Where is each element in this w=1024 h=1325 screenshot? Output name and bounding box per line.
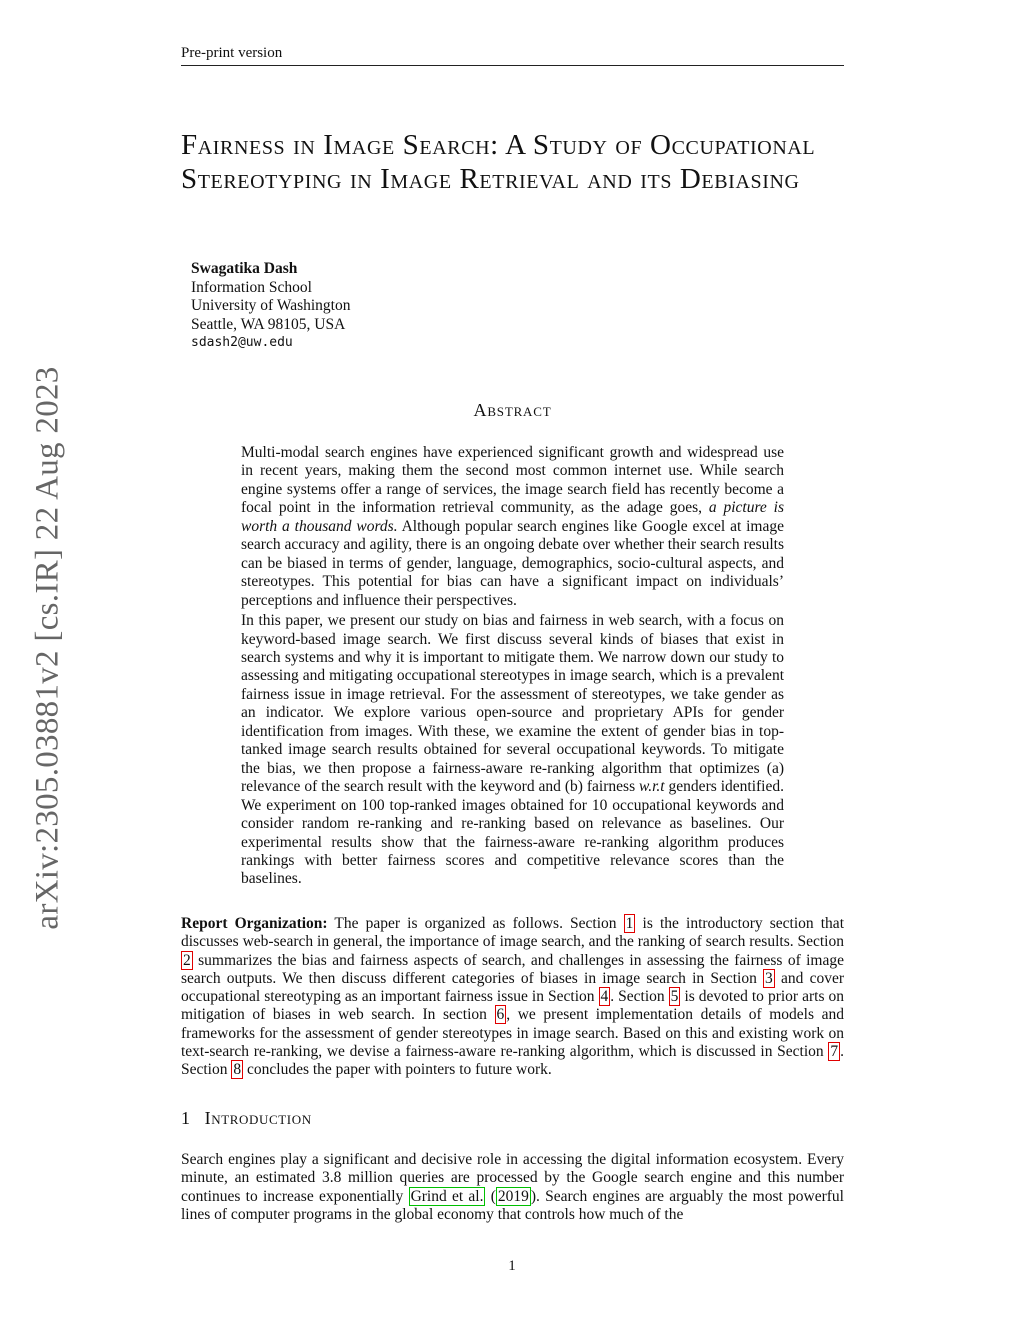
body-text: ( bbox=[485, 1187, 496, 1205]
section-ref-link[interactable]: 8 bbox=[233, 1061, 242, 1079]
abstract-paragraph-1 bbox=[241, 444, 784, 610]
author-name: Swagatika Dash bbox=[191, 260, 298, 277]
author-department: Information School bbox=[191, 278, 312, 296]
citation-link[interactable]: Grind et al. bbox=[410, 1187, 484, 1205]
abstract-body bbox=[241, 444, 784, 891]
body-text: ). Search engines are arguably the most powerful lines of computer programs in the global economy that controls how much of the bbox=[181, 1187, 844, 1223]
paper-title: Fairness in Image Search: A Study of Occupational Stereotyping in Image Retrieval and its Debiasing bbox=[181, 129, 816, 195]
page-number: 1 bbox=[508, 1258, 516, 1274]
introduction-paragraph bbox=[181, 1151, 844, 1224]
author-email[interactable]: sdash2@uw.edu bbox=[191, 335, 293, 350]
section-ref-link[interactable]: 2 bbox=[183, 951, 191, 969]
abstract-quote: a picture is worth a thousand words. bbox=[241, 499, 784, 535]
body-text: and cover occupational stereotyping as an important fairness issue in Section bbox=[181, 969, 844, 1006]
section-ref-link[interactable]: 1 bbox=[625, 915, 634, 932]
section-ref-link[interactable]: 3 bbox=[765, 969, 773, 987]
section-ref-link[interactable]: 7 bbox=[830, 1043, 839, 1061]
section-heading-introduction bbox=[181, 1108, 312, 1129]
abstract-paragraph-2 bbox=[241, 612, 784, 889]
body-text: The paper is organized as follows. Section bbox=[327, 915, 624, 932]
body-text: , we present implementation details of models and frameworks for the assessment of gender stereotypes in image search. Based on this and existing work on text-search re-ranking, we devise a fairness-aware re-ranking algorithm, which is discussed in Section bbox=[181, 1006, 844, 1061]
citation-year-link[interactable]: 2019 bbox=[497, 1187, 529, 1205]
author-address: Seattle, WA 98105, USA bbox=[191, 315, 346, 333]
section-ref-link[interactable]: 4 bbox=[600, 988, 609, 1006]
abstract-text: Although popular search engines like Google excel at image search accuracy and agility, there is an ongoing debate over whether their search results can be biased in terms of gender, language, demographics, socio-cultural aspects, and stereotypes. This potential for bias can have a significant impact on individuals’ perceptions and influence their perspectives. bbox=[241, 517, 784, 609]
body-text: is the introductory section that discusses web-search in general, the importance of image search, and the ranking of search results. Section bbox=[181, 915, 844, 951]
header-rule bbox=[181, 65, 844, 66]
section-number: 1 bbox=[181, 1108, 191, 1128]
body-text: summarizes the bias and fairness aspects of search, and challenges in assessing the fairness of image search outputs. We then discuss different categories of biases in image search in Section bbox=[181, 951, 844, 987]
abstract-text: Multi-modal search engines have experienced significant growth and widespread use in recent years, making them the second most common internet use. While search engine systems offer a range of services, the image search field has recently become a focal point in the information retrieval community, as the adage goes, bbox=[241, 444, 784, 517]
body-text: Search engines play a significant and decisive role in accessing the digital information ecosystem. Every minute, an estimated 3.8 million queries are processed by the Google search engine and this number continues to increase exponentially bbox=[181, 1151, 844, 1205]
author-institution: University of Washington bbox=[191, 297, 351, 314]
abstract-text: In this paper, we present our study on bias and fairness in web search, with a focus on keyword-based image search. We first discuss several kinds of biases that exist in search systems and why it is important to mitigate them. We narrow down our study to assessing and mitigating occupational stereotypes in image search, which is a prevalent fairness issue in image retrieval. For the assessment of stereotypes, we take gender as an indicator. We explore various open-source and proprietary APIs for gender identification from images. With these, we examine the extent of gender bias in top-tanked image search results obtained for several occupational keywords. To mitigate the bias, we then propose a fairness-aware re-ranking algorithm that optimizes (a) relevance of the search result with the keyword and (b) fairness bbox=[241, 612, 784, 796]
section-ref-link[interactable]: 6 bbox=[496, 1006, 505, 1024]
author-block bbox=[191, 260, 350, 353]
body-text: . Section bbox=[181, 1043, 844, 1079]
report-organization-paragraph bbox=[181, 915, 844, 1080]
body-text: concludes the paper with pointers to future work. bbox=[243, 1061, 552, 1079]
section-ref-link[interactable]: 5 bbox=[670, 988, 679, 1006]
abstract-heading: Abstract bbox=[473, 400, 552, 420]
arxiv-identifier[interactable]: arXiv:2305.03881v2 [cs.IR] 22 Aug 2023 bbox=[29, 366, 66, 930]
section-title: Introduction bbox=[204, 1108, 312, 1128]
abstract-text: genders identified. We experiment on 100 top-ranked images obtained for 10 occupational keywords and consider random re-ranking and re-ranking based on relevance as baselines. Our experimental results show that the fairness-aware re-ranking algorithm produces rankings with better fairness scores and competitive relevance scores than the baselines. bbox=[241, 778, 784, 888]
abstract-abbrev: w.r.t bbox=[639, 778, 665, 796]
running-header: Pre-print version bbox=[181, 45, 283, 61]
body-text: . Section bbox=[610, 988, 669, 1006]
report-organization-lead: Report Organization: bbox=[181, 915, 328, 932]
body-text: is devoted to prior arts on mitigation of biases in web search. In section bbox=[181, 988, 844, 1024]
